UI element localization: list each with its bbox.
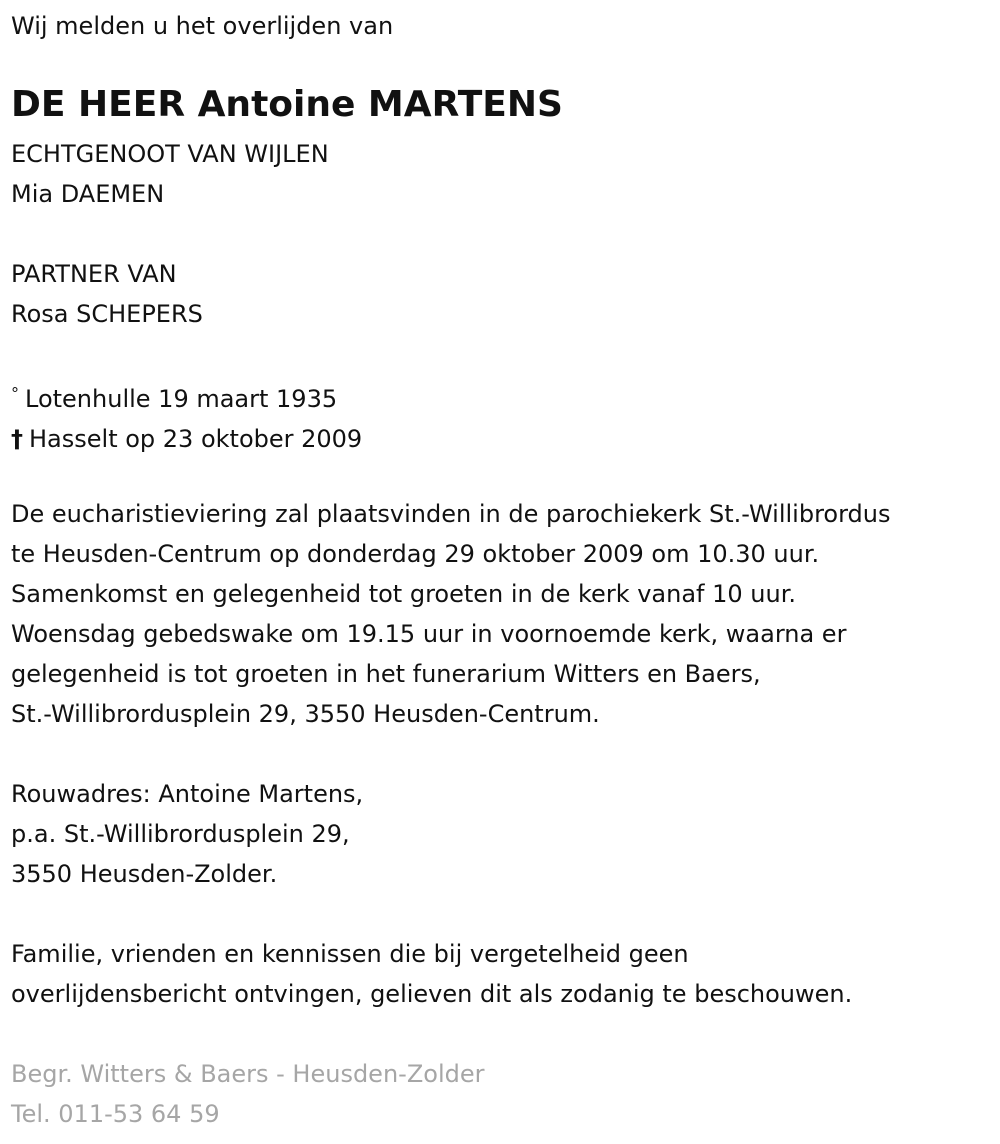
partner-label: PARTNER VAN: [11, 260, 177, 288]
ceremony-line: te Heusden-Centrum op donderdag 29 oktober 2009 om 10.30 uur.: [11, 540, 820, 568]
ceremony-line: De eucharistieviering zal plaatsvinden in de parochiekerk St.-Willibrordus: [11, 500, 891, 528]
partner-name: Rosa SCHEPERS: [11, 300, 203, 328]
spouse-label: ECHTGENOOT VAN WIJLEN: [11, 140, 329, 168]
death-line: [11, 419, 362, 459]
partner-section: [11, 254, 203, 334]
address-line: 3550 Heusden-Zolder.: [11, 860, 278, 888]
undertaker-name: Begr. Witters & Baers - Heusden-Zolder: [11, 1060, 485, 1088]
deceased-name: DE HEER Antoine MARTENS: [11, 84, 563, 125]
spouse-name: Mia DAEMEN: [11, 180, 165, 208]
birth-symbol-icon: °: [11, 384, 19, 403]
birth-text: Lotenhulle 19 maart 1935: [25, 385, 338, 413]
address-line: p.a. St.-Willibrordusplein 29,: [11, 820, 350, 848]
dates-section: [11, 374, 362, 459]
ceremony-line: Woensdag gebedswake om 19.15 uur in voornoemde kerk, waarna er: [11, 620, 847, 648]
ceremony-line: St.-Willibrordusplein 29, 3550 Heusden-Centrum.: [11, 700, 600, 728]
mourning-address-section: [11, 774, 363, 894]
family-note-line: overlijdensbericht ontvingen, gelieven dit als zodanig te beschouwen.: [11, 980, 853, 1008]
address-line: Rouwadres: Antoine Martens,: [11, 780, 364, 808]
cross-icon: †: [11, 425, 23, 453]
ceremony-line: Samenkomst en gelegenheid tot groeten in de kerk vanaf 10 uur.: [11, 580, 797, 608]
spouse-section: [11, 134, 329, 214]
death-text: Hasselt op 23 oktober 2009: [29, 425, 363, 453]
family-note-section: [11, 934, 852, 1014]
ceremony-section: [11, 494, 890, 734]
intro-text: Wij melden u het overlijden van: [11, 12, 394, 40]
family-note-line: Familie, vrienden en kennissen die bij vergetelheid geen: [11, 940, 689, 968]
ceremony-line: gelegenheid is tot groeten in het funerarium Witters en Baers,: [11, 660, 761, 688]
footer: [11, 1054, 484, 1134]
birth-line: [11, 374, 362, 419]
undertaker-phone: Tel. 011-53 64 59: [11, 1100, 220, 1128]
